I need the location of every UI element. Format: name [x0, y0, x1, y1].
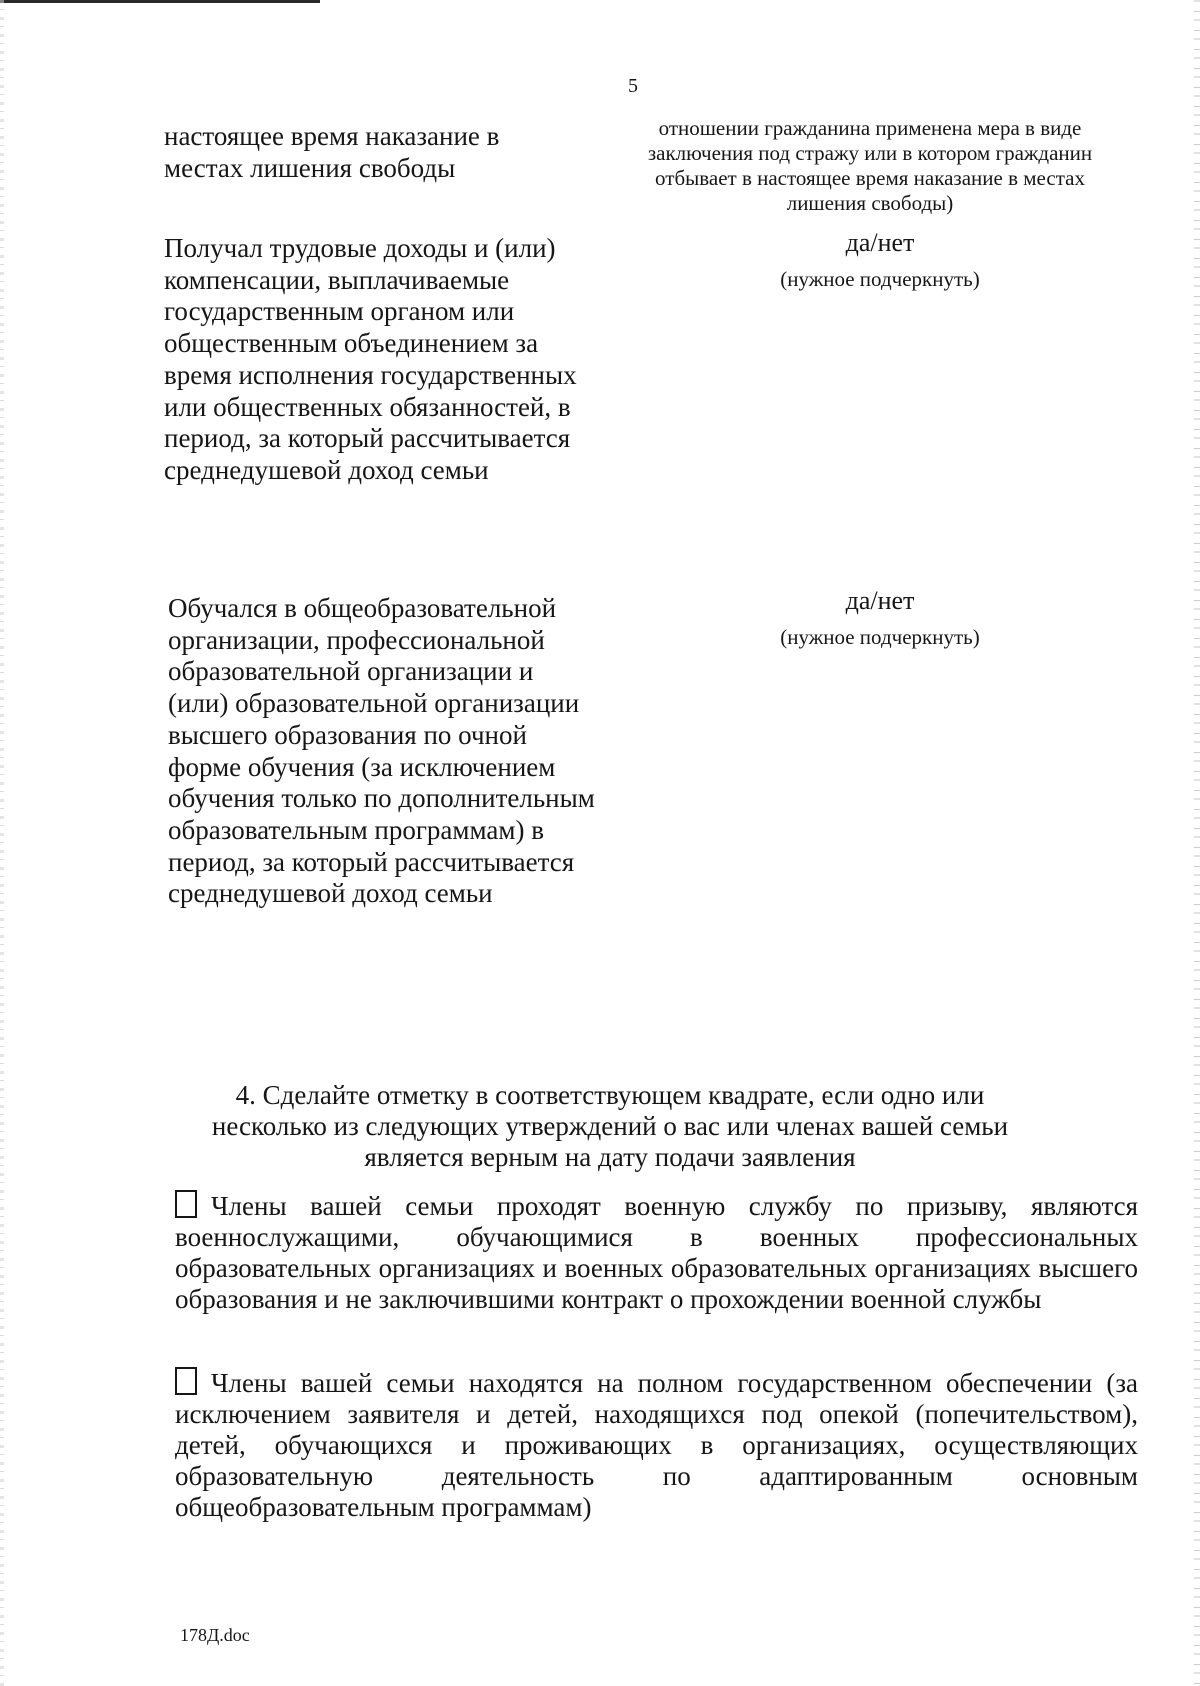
row-2-left-text: Получал трудовые доходы и (или) компенсации, выплачиваемые государственным органом или общественным объединением за время исполнения государственных или общественных обязанностей, в период, за который рассчитывается среднедушевой доход семьи: [164, 233, 577, 485]
scan-edge-top: [0, 0, 320, 3]
row-3-answer[interactable]: да/нет: [845, 586, 915, 615]
section-4-heading: 4. Сделайте отметку в соответствующем квадрате, если одно или несколько из следующих утверждений о вас или членах вашей семьи является верным на дату подачи заявления: [211, 1080, 1009, 1172]
row-2-hint: (нужное подчеркнуть): [780, 267, 980, 291]
check-item-2-checkbox[interactable]: [175, 1367, 197, 1395]
check-item-2: [175, 1367, 1138, 1523]
footer-filename: 178Д.doc: [180, 1625, 250, 1645]
check-item-1-checkbox[interactable]: [175, 1190, 197, 1218]
check-item-2-text: Члены вашей семьи находятся на полном государственном обеспечении (за исключением заявителя и детей, находящихся под опекой (попечительством), детей, обучающихся и проживающих в организациях, осуществляющих образовательную деятельность по адаптированным основным общеобразовательным программам): [175, 1368, 1138, 1522]
row-2-answer[interactable]: да/нет: [845, 228, 915, 257]
row-1-right-note: отношении гражданина применена мера в виде заключения под стражу или в котором гражданин отбывает в настоящее время наказание в местах лишения свободы): [647, 116, 1093, 215]
row-2-answer-block: [700, 228, 1060, 292]
scan-edge-right: [1194, 0, 1200, 1686]
row-3-left-text: Обучался в общеобразовательной организации, профессиональной образовательной организации и (или) образовательной организации высшего образования по очной форме обучения (за исключением обучения только по дополнительным образовательным программам) в период, за который рассчитывается среднедушевой доход семьи: [168, 593, 595, 909]
row-1-left-text: настоящее время наказание в местах лишения свободы: [164, 121, 500, 183]
page-number: 5: [628, 75, 638, 97]
scan-edge-left: [0, 0, 4, 1686]
check-item-1: [175, 1190, 1138, 1315]
row-3-answer-block: [700, 586, 1060, 650]
check-item-1-text: Члены вашей семьи проходят военную службу по призыву, являются военнослужащими, обучающимися в военных профессиональных образовательных организациях и военных образовательных организациях высшего образования и не заключившими контракт о прохождении военной службы: [175, 1191, 1138, 1314]
row-3-hint: (нужное подчеркнуть): [780, 625, 980, 649]
